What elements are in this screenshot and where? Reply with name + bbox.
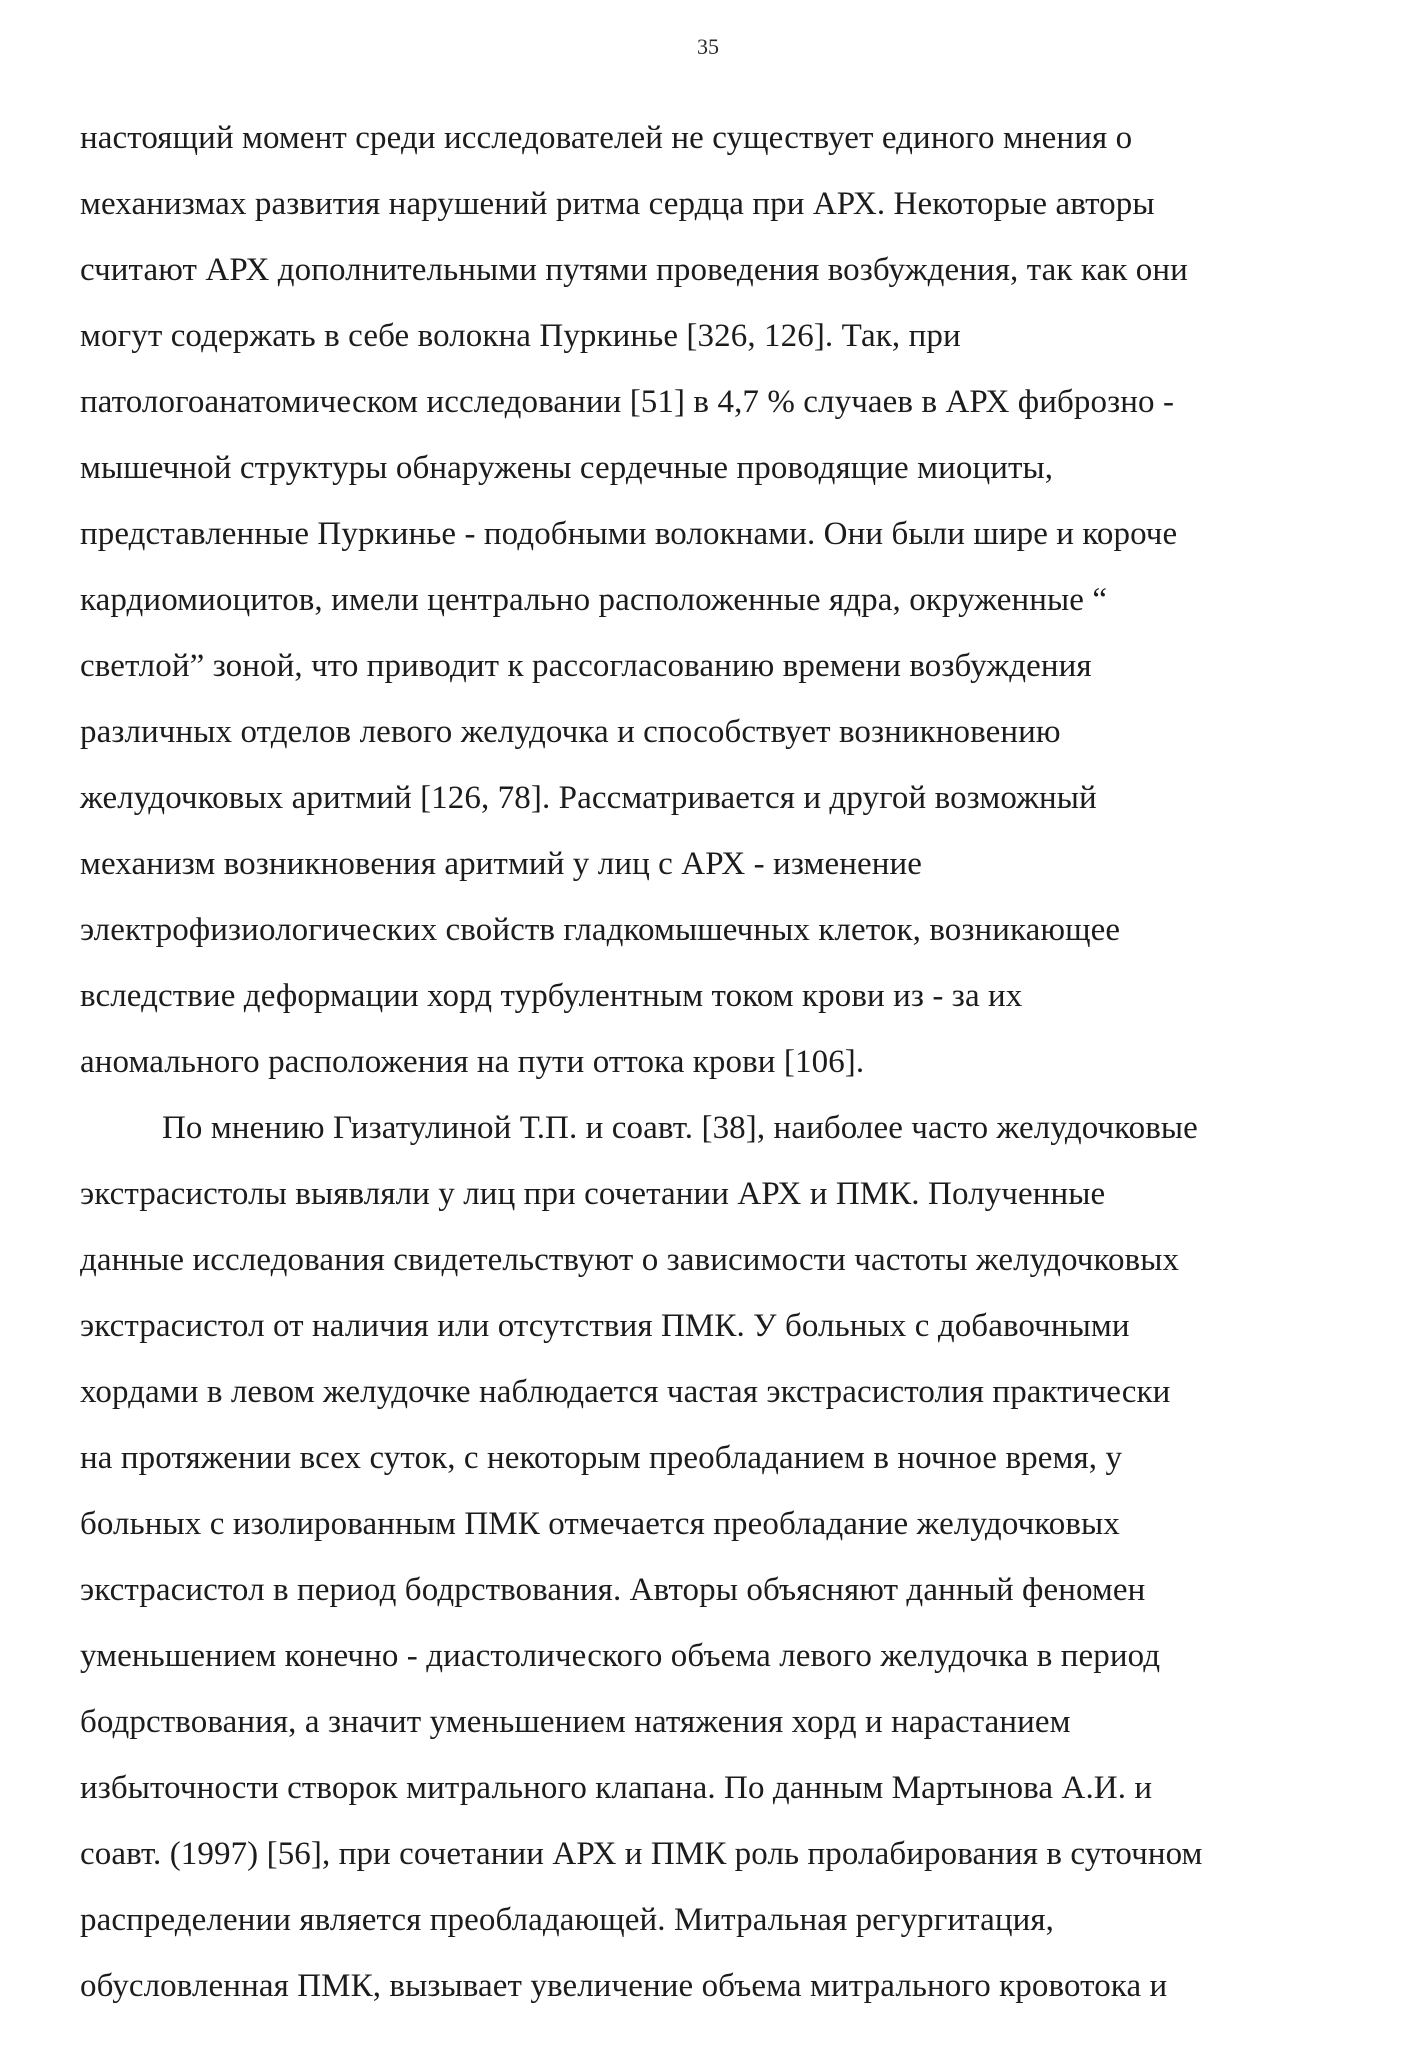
text-line: светлой” зоной, что приводит к рассогласованию времени возбуждения — [80, 648, 1092, 684]
text-line: настоящий момент среди исследователей не существует единого мнения о — [80, 120, 1133, 156]
text-line: экстрасистол в период бодрствования. Авторы объясняют данный феномен — [80, 1572, 1146, 1608]
text-line: соавт. (1997) [56], при сочетании АРХ и ПМК роль пролабирования в суточном — [80, 1836, 1203, 1872]
text-line: вследствие деформации хорд турбулентным током крови из - за их — [80, 978, 1023, 1014]
text-line: кардиомиоцитов, имели центрально расположенные ядра, окруженные “ — [80, 582, 1108, 618]
text-line: больных с изолированным ПМК отмечается преобладание желудочковых — [80, 1506, 1120, 1542]
text-line: электрофизиологических свойств гладкомышечных клеток, возникающее — [80, 912, 1121, 948]
text-line: хордами в левом желудочке наблюдается частая экстрасистолия практически — [80, 1374, 1171, 1410]
text-line: аномального расположения на пути оттока крови [106]. — [80, 1044, 865, 1080]
text-line: желудочковых аритмий [126, 78]. Рассматривается и другой возможный — [80, 780, 1097, 816]
text-line: бодрствования, а значит уменьшением натяжения хорд и нарастанием — [80, 1704, 1071, 1740]
text-line: могут содержать в себе волокна Пуркинье [326, 126]. Так, при — [80, 318, 961, 354]
text-line: экстрасистолы выявляли у лиц при сочетании АРХ и ПМК. Полученные — [80, 1176, 1106, 1212]
text-line: патологоанатомическом исследовании [51] в 4,7 % случаев в АРХ фиброзно - — [80, 384, 1175, 420]
text-line: избыточности створок митрального клапана. По данным Мартынова А.И. и — [80, 1770, 1153, 1806]
text-line: мышечной структуры обнаружены сердечные проводящие миоциты, — [80, 450, 1054, 486]
text-line: уменьшением конечно - диастолического объема левого желудочка в период — [80, 1638, 1161, 1674]
text-line: распределении является преобладающей. Митральная регургитация, — [80, 1902, 1054, 1938]
text-line: механизм возникновения аритмий у лиц с АРХ - изменение — [80, 846, 922, 882]
text-line: представленные Пуркинье - подобными волокнами. Они были шире и короче — [80, 516, 1178, 552]
text-line: на протяжении всех суток, с некоторым преобладанием в ночное время, у — [80, 1440, 1123, 1476]
text-line: различных отделов левого желудочка и способствует возникновению — [80, 714, 1061, 750]
text-line: По мнению Гизатулиной Т.П. и соавт. [38], наиболее часто желудочковые — [162, 1110, 1198, 1146]
body-text — [80, 105, 1380, 2019]
text-line: данные исследования свидетельствуют о зависимости частоты желудочковых — [80, 1242, 1180, 1278]
text-line: экстрасистол от наличия или отсутствия ПМК. У больных с добавочными — [80, 1308, 1130, 1344]
text-line: обусловленная ПМК, вызывает увеличение объема митрального кровотока и — [80, 1968, 1168, 2004]
page-number: 35 — [697, 34, 719, 59]
text-line: механизмах развития нарушений ритма сердца при АРХ. Некоторые авторы — [80, 186, 1155, 222]
text-line: считают АРХ дополнительными путями проведения возбуждения, так как они — [80, 252, 1188, 288]
